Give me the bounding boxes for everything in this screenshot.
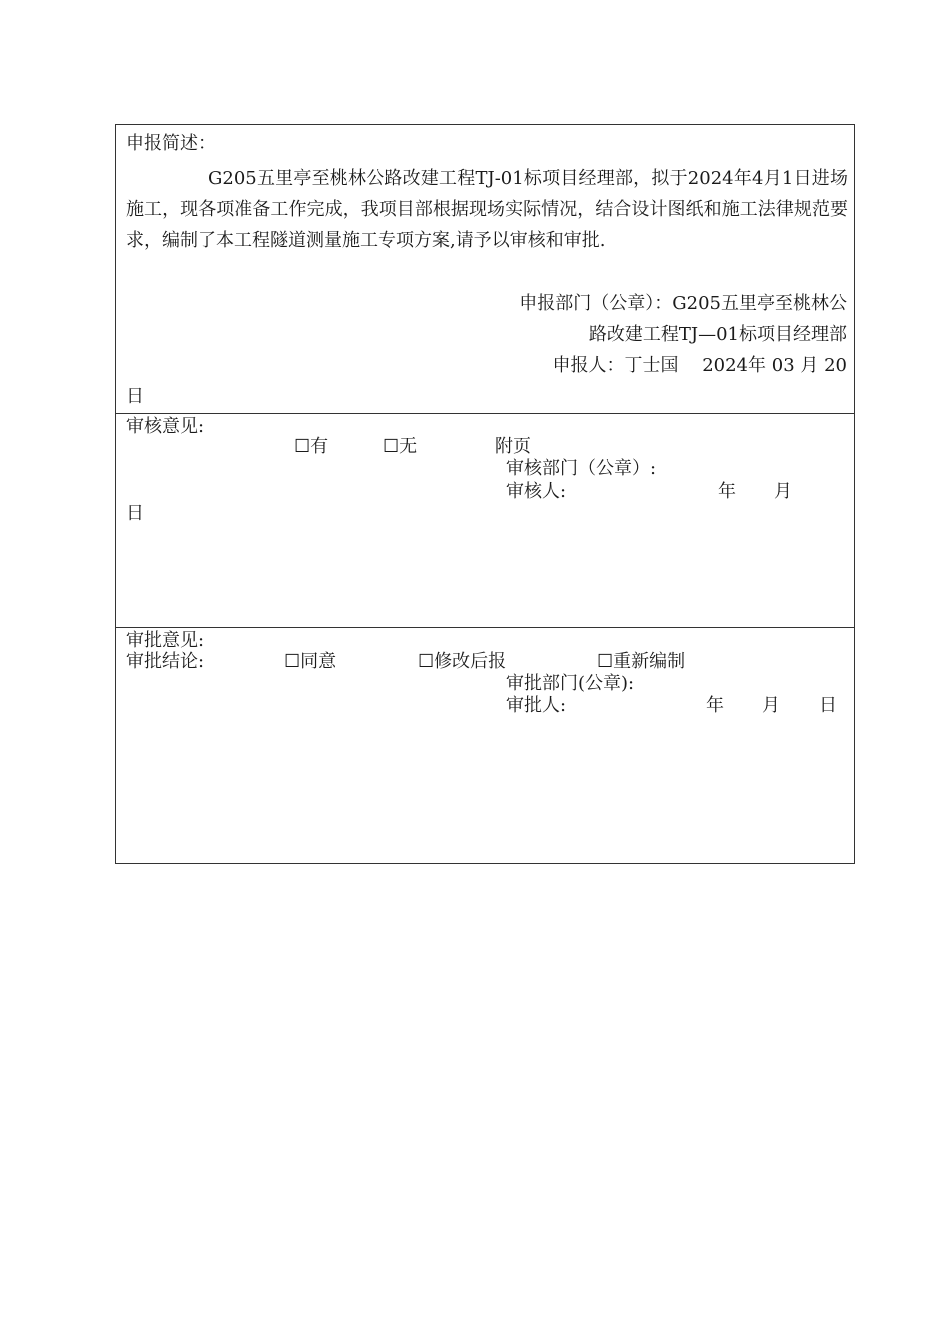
report-day: 日 (126, 386, 144, 407)
approval-day-label: 日 (819, 695, 837, 716)
report-reporter-line: 申报人：丁士国 2024年 03 月 20 (552, 355, 847, 376)
review-option-yes[interactable]: ☐有 (294, 436, 329, 457)
approval-section (116, 627, 854, 863)
report-body: G205五里亭至桃林公路改建工程TJ-01标项目经理部，拟于2024年4月1日进场施工，现各项准备工作完成，我项目部根据现场实际情况，结合设计图纸和施工法律规范要求，编制了本工程隧道测量施工专项方案,请予以审核和审批. (126, 168, 848, 251)
review-year-label: 年 (718, 481, 736, 502)
report-dept-line1: 申报部门（公章）：G205五里亭至桃林公 (519, 293, 847, 314)
approval-dept-label: 审批部门(公章): (506, 673, 635, 694)
review-label: 审核意见: (126, 416, 205, 437)
review-month-label: 月 (774, 481, 792, 502)
approval-month-label: 月 (762, 695, 780, 716)
review-option-no[interactable]: ☐无 (383, 436, 418, 457)
review-dept-label: 审核部门（公章）: (506, 458, 657, 479)
approval-form (115, 124, 855, 864)
approval-option-redo[interactable]: ☐重新编制 (597, 651, 686, 672)
report-dept-line2: 路改建工程TJ—01标项目经理部 (588, 324, 847, 345)
review-attachment-label: 附页 (495, 436, 531, 457)
approval-conclusion-label: 审批结论: (126, 651, 205, 672)
approver-label: 审批人: (506, 695, 567, 716)
report-label: 申报简述： (126, 133, 216, 154)
review-day-label: 日 (126, 503, 144, 524)
report-section (116, 125, 854, 413)
approval-option-revise[interactable]: ☐修改后报 (418, 651, 507, 672)
review-section (116, 413, 854, 627)
reviewer-label: 审核人: (506, 481, 567, 502)
approval-option-agree[interactable]: ☐同意 (284, 651, 337, 672)
approval-year-label: 年 (706, 695, 724, 716)
approval-label: 审批意见: (126, 630, 205, 651)
